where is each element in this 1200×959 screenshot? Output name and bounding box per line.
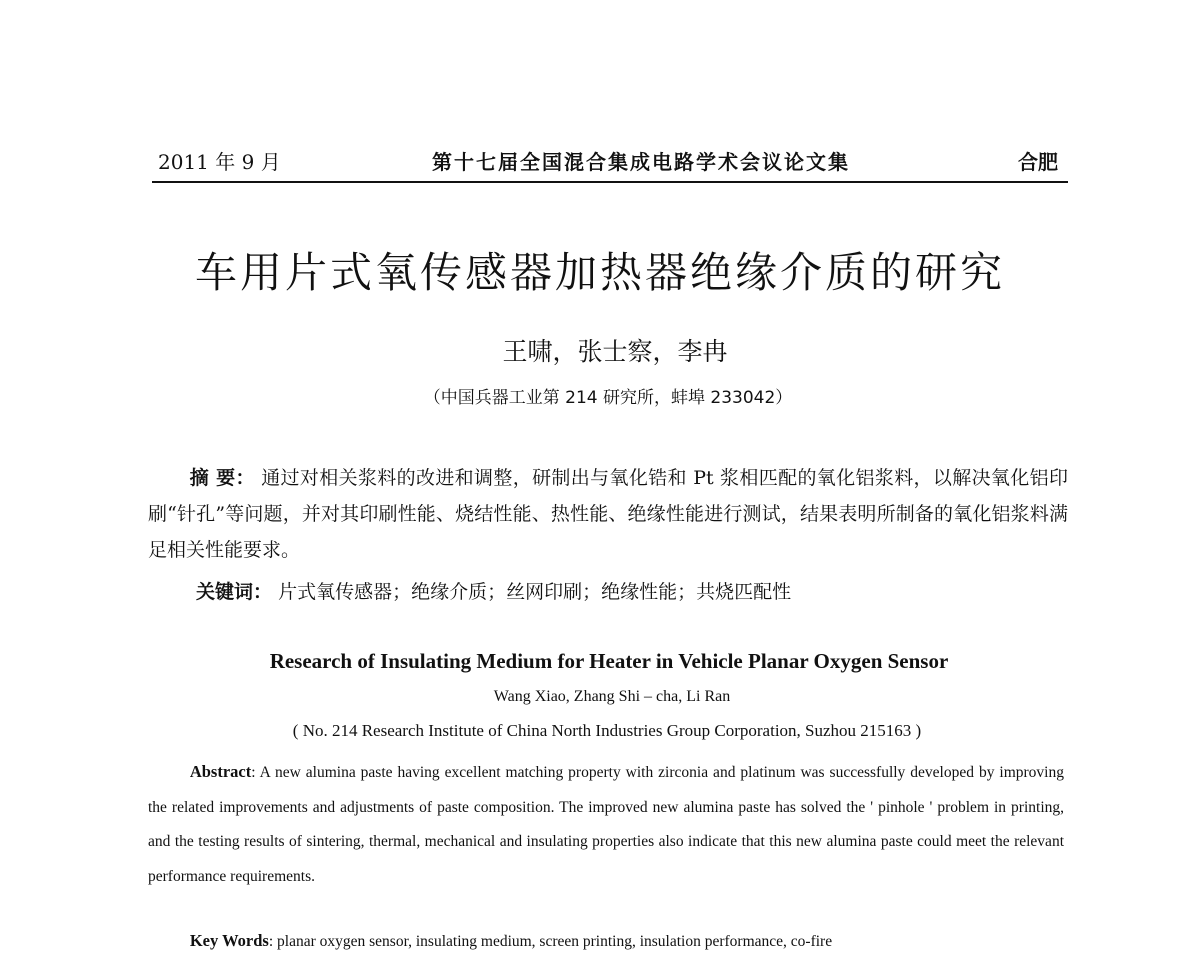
abstract-en xyxy=(148,755,1064,894)
paper-title-cn: 车用片式氧传感器加热器绝缘介质的研究 xyxy=(194,248,1005,297)
abstract-en-label: Abstract xyxy=(189,762,252,781)
authors-cn: 王啸，张士察，李冉 xyxy=(502,337,728,366)
affiliation-en: ( No. 214 Research Institute of China North Industries Group Corporation, Suzhou 215163 ) xyxy=(292,721,922,740)
keywords-cn-label: 关键词： xyxy=(196,581,273,603)
abstract-cn xyxy=(148,460,1068,568)
header-divider xyxy=(152,181,1068,183)
abstract-cn-text: 通过对相关浆料的改进和调整，研制出与氧化锆和 Pt 浆相匹配的氧化铝浆料，以解决氧化铝印刷“针孔”等问题，并对其印刷性能、烧结性能、热性能、绝缘性能进行测试，结果表明所制备的氧化铝浆料满足相关性能要求。 xyxy=(148,467,1068,561)
header-location: 合肥 xyxy=(1018,150,1058,174)
abstract-cn-label: 摘 要： xyxy=(189,467,255,489)
keywords-en xyxy=(148,924,1064,959)
paper-title-en: Research of Insulating Medium for Heater in Vehicle Planar Oxygen Sensor xyxy=(269,649,949,673)
header-proceedings-title: 第十七届全国混合集成电路学术会议论文集 xyxy=(432,150,850,174)
abstract-en-separator: : xyxy=(251,764,260,781)
header-date: 2011 年 9 月 xyxy=(158,150,281,174)
authors-en: Wang Xiao, Zhang Shi – cha, Li Ran xyxy=(493,688,731,705)
abstract-en-text: A new alumina paste having excellent matching property with zirconia and platinum was successfully developed by improving the related improvements and adjustments of paste composition. The improved new alumina paste has solved the ' pinhole ' problem in printing, and the testing results of sintering, thermal, mechanical and insulating properties also indicate that this new alumina paste could meet the relevant performance requirements. xyxy=(148,764,1064,885)
keywords-cn-text: 片式氧传感器；绝缘介质；丝网印刷；绝缘性能；共烧匹配性 xyxy=(278,581,792,603)
keywords-en-separator: : xyxy=(268,933,278,950)
keywords-en-text: planar oxygen sensor, insulating medium, screen printing, insulation performance, co-fire xyxy=(277,933,833,950)
keywords-cn xyxy=(196,574,1076,610)
affiliation-cn: （中国兵器工业第 214 研究所，蚌埠 233042） xyxy=(423,388,793,408)
keywords-en-label: Key Words xyxy=(189,931,269,950)
